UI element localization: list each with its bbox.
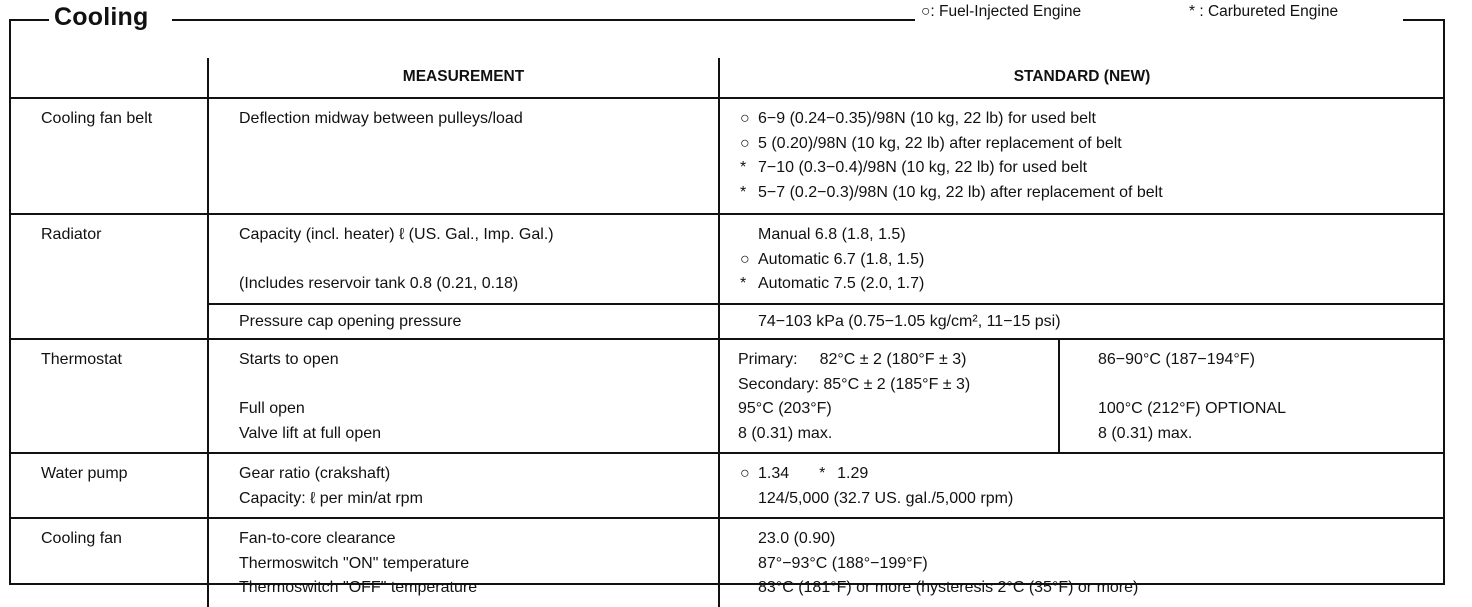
std-value: 8 (0.31) max.	[1098, 424, 1193, 442]
std-value: Manual 6.8 (1.8, 1.5)	[758, 226, 906, 243]
fuel-injected-marker: ○	[740, 465, 750, 482]
legend-fuel-injected: ○: Fuel-Injected Engine	[915, 3, 1087, 21]
fuel-injected-marker: ○	[740, 110, 750, 127]
carbureted-marker: *	[740, 275, 747, 292]
table-row-radiator-pressure	[10, 304, 1444, 340]
std-value: 1.29	[837, 465, 869, 482]
item-label: Radiator	[10, 214, 208, 339]
std-value: 95°C (203°F)	[738, 400, 832, 417]
standard-cell	[719, 214, 1444, 304]
measurement-text: Thermoswitch "ON" temperature	[239, 554, 470, 572]
standard-cell	[719, 98, 1444, 214]
measurement-cell	[208, 304, 719, 340]
frame-top-rule-right	[1403, 19, 1445, 21]
std-value: Automatic 6.7 (1.8, 1.5)	[758, 250, 925, 268]
std-line	[740, 107, 1444, 132]
std-value: 124/5,000 (32.7 US. gal./5,000 rpm)	[758, 489, 1014, 507]
std-line	[740, 156, 1444, 181]
item-label: Cooling fan	[41, 530, 122, 547]
measurement-text: Valve lift at full open	[239, 424, 382, 442]
standard-cell	[719, 453, 1444, 518]
std-value: 87°−93°C (188°−199°F)	[758, 554, 928, 572]
measurement-text: Starts to open	[239, 351, 339, 368]
fuel-injected-marker: ○	[740, 134, 750, 152]
standard-cell	[719, 518, 1444, 607]
item-label: Water pump	[10, 453, 208, 518]
standard-cell	[719, 304, 1444, 340]
measurement-text: Capacity: ℓ per min/at rpm	[239, 489, 423, 507]
spacer	[239, 373, 718, 398]
measurement-text: Fan-to-core clearance	[239, 530, 396, 547]
std-value: 86−90°C (187−194°F)	[1098, 351, 1255, 368]
primary-value: 82°C ± 2 (180°F ± 3)	[819, 351, 967, 368]
std-value: 5−7 (0.2−0.3)/98N (10 kg, 22 lb) after replacement of belt	[758, 183, 1163, 201]
table-row-fan-belt	[10, 98, 1444, 214]
std-value: 83°C (181°F) or more (hysteresis 2°C (35°F) or more)	[758, 579, 1139, 596]
section-title: Cooling	[50, 3, 152, 32]
table-row-radiator-capacity	[10, 214, 1444, 304]
carbureted-marker: *	[740, 159, 747, 176]
measurement-text: (Includes reservoir tank 0.8 (0.21, 0.18)	[239, 275, 519, 292]
item-label: Thermostat	[10, 339, 208, 453]
measurement-text: Gear ratio (crakshaft)	[239, 465, 391, 482]
std-value: 7−10 (0.3−0.4)/98N (10 kg, 22 lb) for used belt	[758, 159, 1088, 176]
std-value: 8 (0.31) max.	[738, 424, 833, 442]
measurement-text: Capacity (incl. heater) ℓ (US. Gal., Imp. Gal.)	[239, 226, 554, 243]
fuel-injected-marker: ○	[740, 250, 750, 268]
std-line	[738, 348, 1058, 373]
header-measurement: MEASUREMENT	[208, 58, 719, 98]
std-value: 1.34	[758, 465, 790, 482]
primary-label: Primary:	[738, 351, 798, 368]
measurement-cell	[208, 453, 719, 518]
measurement-text: Thermoswitch "OFF" temperature	[239, 579, 478, 596]
carbureted-marker: *	[819, 465, 826, 482]
table-row-thermostat	[10, 339, 1444, 453]
frame-top-rule-left	[9, 19, 49, 21]
legend-carbureted: * : Carbureted Engine	[1183, 3, 1344, 21]
std-line	[740, 248, 1444, 273]
std-line	[740, 181, 1444, 206]
spacer	[1098, 373, 1286, 398]
table-row-cooling-fan	[10, 518, 1444, 607]
std-value: 100°C (212°F) OPTIONAL	[1098, 400, 1286, 417]
header-item	[10, 58, 208, 98]
std-value: 5 (0.20)/98N (10 kg, 22 lb) after replacement of belt	[758, 134, 1122, 152]
std-value: 74−103 kPa (0.75−1.05 kg/cm², 11−15 psi)	[758, 312, 1061, 330]
cooling-spec-table	[10, 58, 1444, 607]
item-label: Cooling fan belt	[10, 98, 208, 214]
thermostat-right-column	[1060, 348, 1286, 446]
measurement-text: Full open	[239, 400, 305, 417]
measurement-cell	[208, 518, 719, 607]
std-value: 23.0 (0.90)	[758, 530, 836, 547]
measurement-cell	[208, 339, 719, 453]
measurement-cell	[208, 98, 719, 214]
thermostat-left-column	[720, 340, 1060, 452]
std-line	[740, 272, 1444, 297]
header-standard: STANDARD (NEW)	[719, 58, 1444, 98]
measurement-text: Deflection midway between pulleys/load	[239, 110, 523, 127]
std-value: Secondary: 85°C ± 2 (185°F ± 3)	[738, 375, 971, 393]
std-value: Automatic 7.5 (2.0, 1.7)	[758, 275, 925, 292]
spacer	[239, 248, 718, 273]
frame-top-rule-middle	[172, 19, 917, 21]
thermostat-split	[720, 348, 1444, 446]
table-header-row	[10, 58, 1444, 98]
table-row-water-pump	[10, 453, 1444, 518]
measurement-text: Pressure cap opening pressure	[239, 312, 462, 330]
std-line	[740, 132, 1444, 157]
std-line	[740, 462, 1444, 487]
carbureted-marker: *	[740, 183, 747, 201]
std-value: 6−9 (0.24−0.35)/98N (10 kg, 22 lb) for used belt	[758, 110, 1096, 127]
standard-cell	[719, 339, 1444, 453]
measurement-cell	[208, 214, 719, 304]
